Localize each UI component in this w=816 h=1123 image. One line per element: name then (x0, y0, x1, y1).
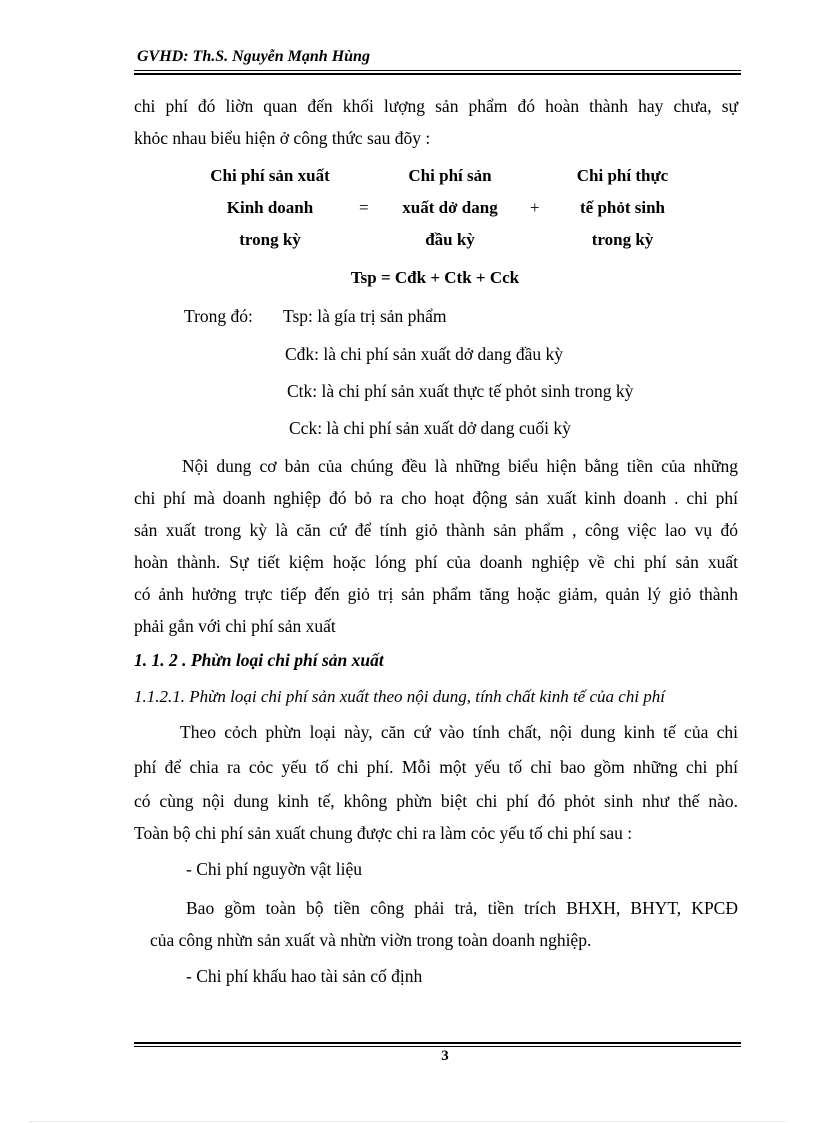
where-item-ctk: Ctk: là chi phí sản xuất thực tế phỏt sinh trong kỳ (287, 381, 634, 401)
bullet-material-cost: - Chi phí nguyờn vật liệu (186, 859, 362, 879)
page-header: GVHD: Th.S. Nguyễn Mạnh Hùng (137, 48, 370, 65)
formula-expression: Tsp = Cđk + Ctk + Cck (350, 268, 520, 287)
formula-equals: = (359, 198, 369, 217)
header-rule-thin (134, 70, 741, 71)
section-heading: 1. 1. 2 . Phừn loại chi phí sản xuất (134, 650, 384, 670)
formula-col1-line2: Kinh doanh (226, 198, 314, 217)
formula-col3-line2: tế phỏt sinh (579, 198, 666, 217)
bullet-depreciation-cost: - Chi phí khấu hao tài sản cố định (186, 966, 423, 986)
para1-line-1: Nội dung cơ bản của chúng đều là những biểu hiện bằng tiền của những (182, 456, 738, 476)
intro-line-1: chi phí đó liờn quan đến khối lượng sản phẩm đó hoàn thành hay chưa, sự (134, 96, 738, 116)
para1-line-2: chi phí mà doanh nghiệp đó bỏ ra cho hoạt động sản xuất kinh doanh . chi phí (134, 488, 738, 508)
formula-col1-line3: trong kỳ (239, 230, 301, 249)
para1-line-4: hoàn thành. Sự tiết kiệm hoặc lóng phí của doanh nghiệp về chi phí sản xuất (134, 552, 738, 572)
para3-line-2: của công nhừn sản xuất và nhừn viờn trong toàn doanh nghiệp. (150, 930, 592, 950)
para1-line-5: có ảnh hưởng trực tiếp đến giỏ trị sản phẩm tăng hoặc giảm, quản lý giỏ thành (134, 584, 738, 604)
where-label: Trong đó: (184, 306, 253, 326)
intro-line-2: khỏc nhau biểu hiện ở công thức sau đõy : (134, 128, 431, 148)
para2-line-2: phí để chia ra cỏc yếu tố chi phí. Mỗi một yếu tố chỉ bao gồm những chi phí (134, 757, 738, 777)
footer-rule-thick (134, 1042, 741, 1044)
where-item-cck: Cck: là chi phí sản xuất dở dang cuối kỳ (289, 418, 571, 438)
para3-line-1: Bao gồm toàn bộ tiền công phải trả, tiền trích BHXH, BHYT, KPCĐ (186, 898, 738, 918)
formula-col3-line1: Chi phí thực (576, 166, 669, 185)
section-subheading: 1.1.2.1. Phừn loại chi phí sản xuất theo nội dung, tính chất kinh tế của chi phí (134, 687, 666, 706)
where-item-cdk: Cđk: là chi phí sản xuất dở dang đầu kỳ (285, 344, 564, 364)
formula-col3-line3: trong kỳ (591, 230, 654, 249)
formula-col2-line1: Chi phí sản (408, 166, 492, 185)
para1-line-6: phải gắn với chi phí sản xuất (134, 616, 336, 636)
where-item-tsp: Tsp: là gía trị sản phẩm (283, 306, 447, 326)
page-number: 3 (441, 1048, 449, 1064)
footer-rule-thin (134, 1046, 741, 1047)
para2-line-3: có cùng nội dung kinh tế, không phừn biệt chi phí đó phỏt sinh như thế nào. (134, 791, 738, 811)
para1-line-3: sản xuất trong kỳ là căn cứ để tính giỏ thành sản phẩm , công việc lao vụ đó (134, 520, 738, 540)
formula-col2-line2: xuất dở dang (402, 198, 498, 217)
formula-col1-line1: Chi phí sản xuất (210, 166, 330, 185)
para2-line-1: Theo cỏch phừn loại này, căn cứ vào tính chất, nội dung kinh tế của chi (180, 722, 738, 742)
para2-line-4: Toàn bộ chi phí sản xuất chung được chi ra làm cỏc yếu tố chi phí sau : (134, 823, 633, 843)
header-rule-thick (134, 73, 741, 75)
formula-col2-line3: đầu kỳ (425, 230, 475, 249)
page-bottom-border (30, 1121, 786, 1122)
formula-plus: + (530, 198, 540, 217)
